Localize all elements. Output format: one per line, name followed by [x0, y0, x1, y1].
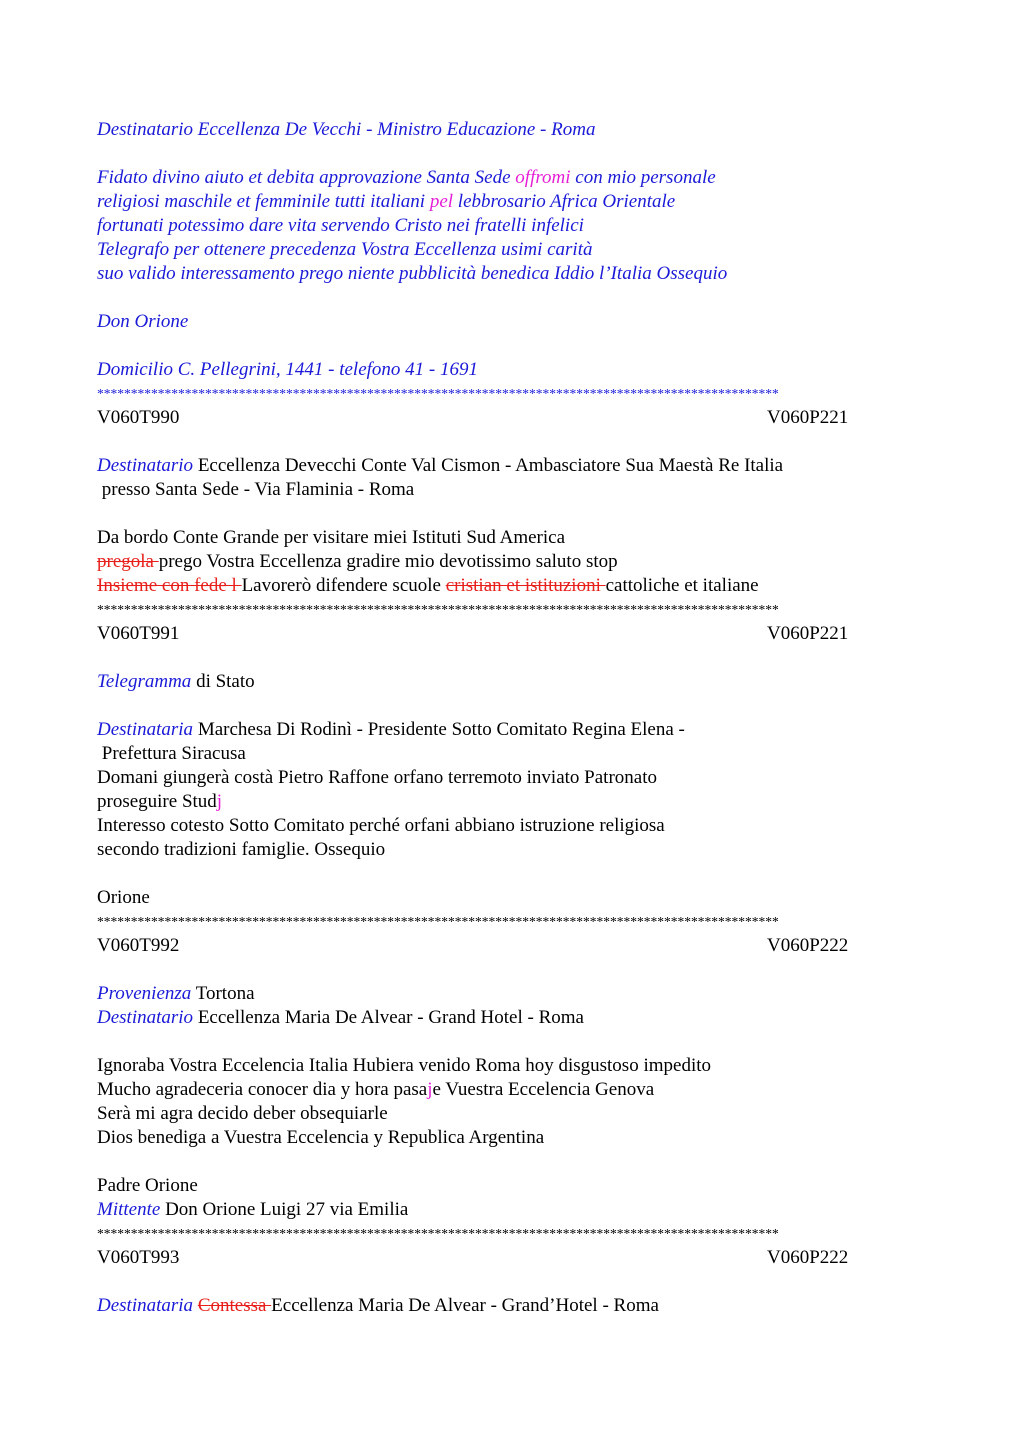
block3-line2: proseguire Studj	[97, 791, 223, 812]
separator: *****************************************************************************************************	[97, 1226, 779, 1241]
block3-signature: Orione	[97, 887, 150, 908]
block4-line4: Dios benediga a Vuestra Eccelencia y Republica Argentina	[97, 1127, 545, 1148]
block3-telegram-type: Telegramma di Stato	[97, 671, 255, 692]
block4-recipient: Destinatario Eccellenza Maria De Alvear - Grand Hotel - Roma	[97, 1007, 584, 1028]
separator: *****************************************************************************************************	[97, 386, 779, 401]
block2-recipient-address: presso Santa Sede - Via Flaminia - Roma	[97, 479, 415, 500]
block3-recipient-address: Prefettura Siracusa	[97, 743, 246, 764]
block3-line3: Interesso cotesto Sotto Comitato perché orfani abbiano istruzione religiosa	[97, 815, 665, 836]
separator: *****************************************************************************************************	[97, 602, 779, 617]
strikethrough-text: cristian et istituzioni	[445, 575, 606, 596]
telegram-code: V060T992	[97, 935, 180, 956]
block4-sender: Mittente Don Orione Luigi 27 via Emilia	[97, 1199, 409, 1220]
block3-recipient: Destinataria Marchesa Di Rodinì - Presidente Sotto Comitato Regina Elena -	[97, 719, 685, 740]
page-code: V060P222	[767, 1247, 849, 1268]
block3-line4: secondo tradizioni famiglie. Ossequio	[97, 839, 386, 860]
strikethrough-text: Insieme con fede l	[97, 575, 242, 596]
block1-domicile: Domicilio C. Pellegrini, 1441 - telefono 41 - 1691	[97, 359, 479, 380]
block2-line3: Insieme con fede l Lavorerò difendere scuole cristian et istituzioni cattoliche et italiane	[97, 575, 759, 596]
telegram-code: V060T990	[97, 407, 180, 428]
block4-line3: Serà mi agra decido deber obsequiarle	[97, 1103, 388, 1124]
page-code: V060P221	[767, 407, 849, 428]
block2-recipient: Destinatario Eccellenza Devecchi Conte Val Cismon - Ambasciatore Sua Maestà Re Italia	[97, 455, 784, 476]
block4-line1: Ignoraba Vostra Eccelencia Italia Hubiera venido Roma hoy disgustoso impedito	[97, 1055, 712, 1076]
strikethrough-text: pregola	[97, 551, 159, 572]
telegram-code: V060T993	[97, 1247, 180, 1268]
block5-code-row	[97, 1246, 957, 1270]
correction-j: j	[216, 791, 223, 812]
block4-signature: Padre Orione	[97, 1175, 198, 1196]
correction-j: j	[427, 1079, 433, 1100]
block1-line5: suo valido interessamento prego niente pubblicità benedica Iddio l’Italia Ossequio	[97, 263, 728, 284]
block2-line2: pregola prego Vostra Eccellenza gradire mio devotissimo saluto stop	[97, 551, 618, 572]
correction-pel: pel	[429, 191, 454, 212]
block4-origin: Provenienza Tortona	[97, 983, 255, 1004]
page-code: V060P221	[767, 623, 849, 644]
block3-code-row	[97, 622, 957, 646]
block1-line3: fortunati potessimo dare vita servendo Cristo nei fratelli infelici	[97, 215, 584, 236]
correction-offromi: offromi	[515, 167, 571, 188]
block1-line2: religiosi maschile et femminile tutti italiani pel lebbrosario Africa Orientale	[97, 191, 676, 212]
block1-line1: Fidato divino aiuto et debita approvazione Santa Sede offromi con mio personale	[97, 167, 716, 188]
block1-line4: Telegrafo per ottenere precedenza Vostra Eccellenza usimi carità	[97, 239, 593, 260]
telegram-code: V060T991	[97, 623, 180, 644]
block2-line1: Da bordo Conte Grande per visitare miei Istituti Sud America	[97, 527, 566, 548]
block5-recipient: Destinataria Contessa Eccellenza Maria De Alvear - Grand’Hotel - Roma	[97, 1295, 659, 1316]
block3-line1: Domani giungerà costà Pietro Raffone orfano terremoto inviato Patronato	[97, 767, 657, 788]
block4-line2: Mucho agradeceria conocer dia y hora pasaje Vuestra Eccelencia Genova	[97, 1079, 655, 1100]
separator: *****************************************************************************************************	[97, 914, 779, 929]
block2-code-row	[97, 406, 957, 430]
page-code: V060P222	[767, 935, 849, 956]
block1-header: Destinatario Eccellenza De Vecchi - Ministro Educazione - Roma	[97, 119, 596, 140]
block1-signature: Don Orione	[97, 311, 189, 332]
block4-code-row	[97, 934, 957, 958]
strikethrough-text: Contessa	[197, 1295, 272, 1316]
document-page	[97, 118, 957, 1318]
